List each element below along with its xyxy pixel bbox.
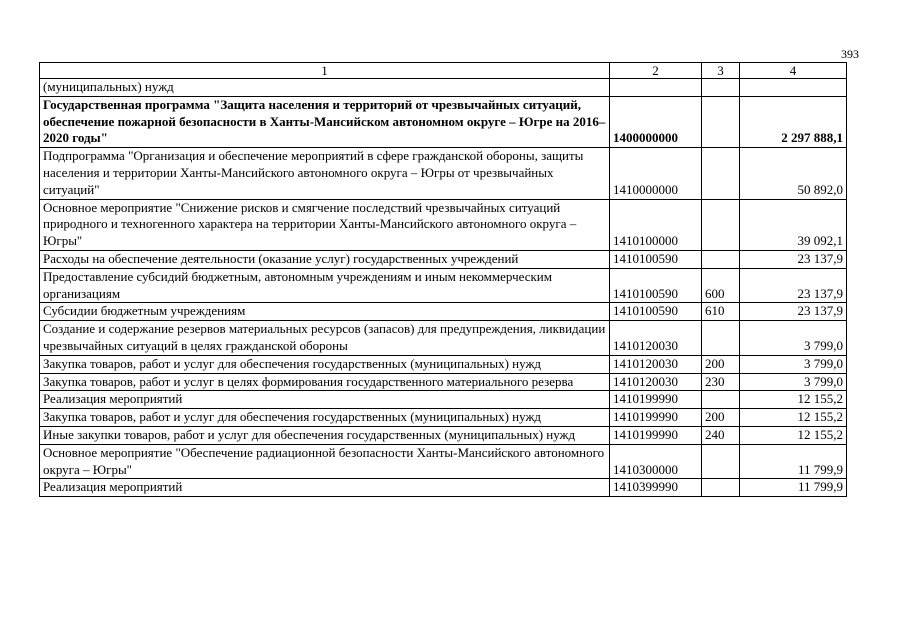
table-row <box>40 373 847 391</box>
row-expense-type <box>702 96 740 147</box>
row-name: Основное мероприятие "Обеспечение радиационной безопасности Ханты-Мансийского автономного округа – Югры" <box>40 444 610 479</box>
row-amount: 3 799,0 <box>740 373 847 391</box>
row-code: 1410199990 <box>610 391 702 409</box>
row-code: 1410300000 <box>610 444 702 479</box>
row-code: 1410199990 <box>610 426 702 444</box>
row-expense-type <box>702 199 740 250</box>
row-name: Основное мероприятие "Снижение рисков и смягчение последствий чрезвычайных ситуаций природного и техногенного характера на территории Ханты-Мансийского автономного округа – Югры" <box>40 199 610 250</box>
row-amount: 11 799,9 <box>740 444 847 479</box>
row-amount: 3 799,0 <box>740 355 847 373</box>
table-body <box>40 79 847 497</box>
row-name: Создание и содержание резервов материальных ресурсов (запасов) для предупреждения, ликвидации чрезвычайных ситуаций в целях гражданской обороны <box>40 321 610 356</box>
table-row <box>40 444 847 479</box>
row-code: 1410100590 <box>610 250 702 268</box>
row-code: 1410120030 <box>610 373 702 391</box>
table-row <box>40 268 847 303</box>
column-header-3: 3 <box>702 63 740 79</box>
budget-table <box>39 62 847 497</box>
table-row <box>40 391 847 409</box>
row-amount: 3 799,0 <box>740 321 847 356</box>
table-header-row <box>40 63 847 79</box>
row-code: 1410100590 <box>610 303 702 321</box>
row-amount: 12 155,2 <box>740 426 847 444</box>
page-number: 393 <box>841 47 859 61</box>
row-amount: 50 892,0 <box>740 148 847 199</box>
row-amount <box>740 79 847 97</box>
table-row <box>40 303 847 321</box>
row-expense-type: 230 <box>702 373 740 391</box>
row-expense-type: 240 <box>702 426 740 444</box>
row-code: 1410120030 <box>610 355 702 373</box>
table-row <box>40 250 847 268</box>
row-name: Реализация мероприятий <box>40 479 610 497</box>
row-expense-type: 200 <box>702 409 740 427</box>
row-amount: 12 155,2 <box>740 391 847 409</box>
row-expense-type <box>702 444 740 479</box>
row-name: Закупка товаров, работ и услуг для обеспечения государственных (муниципальных) нужд <box>40 355 610 373</box>
row-code: 1410100000 <box>610 199 702 250</box>
row-expense-type <box>702 79 740 97</box>
row-expense-type: 600 <box>702 268 740 303</box>
row-amount: 11 799,9 <box>740 479 847 497</box>
row-code: 1410399990 <box>610 479 702 497</box>
row-name: Закупка товаров, работ и услуг для обеспечения государственных (муниципальных) нужд <box>40 409 610 427</box>
row-name: Государственная программа "Защита населения и территорий от чрезвычайных ситуаций, обеспечение пожарной безопасности в Ханты-Мансийском автономном округе – Югре на 2016–2020 годы" <box>40 96 610 147</box>
row-amount: 23 137,9 <box>740 250 847 268</box>
table-row <box>40 426 847 444</box>
row-amount: 39 092,1 <box>740 199 847 250</box>
row-expense-type <box>702 479 740 497</box>
row-name: Закупка товаров, работ и услуг в целях формирования государственного материального резерва <box>40 373 610 391</box>
table-row <box>40 79 847 97</box>
row-expense-type: 200 <box>702 355 740 373</box>
row-name: (муниципальных) нужд <box>40 79 610 97</box>
row-expense-type <box>702 148 740 199</box>
column-header-4: 4 <box>740 63 847 79</box>
column-header-2: 2 <box>610 63 702 79</box>
row-code: 1410100590 <box>610 268 702 303</box>
row-name: Иные закупки товаров, работ и услуг для обеспечения государственных (муниципальных) нужд <box>40 426 610 444</box>
table-row <box>40 355 847 373</box>
row-expense-type <box>702 391 740 409</box>
table-row <box>40 148 847 199</box>
table-row <box>40 479 847 497</box>
row-amount: 23 137,9 <box>740 268 847 303</box>
row-code: 1410000000 <box>610 148 702 199</box>
row-code: 1400000000 <box>610 96 702 147</box>
row-name: Предоставление субсидий бюджетным, автономным учреждениям и иным некоммерческим организациям <box>40 268 610 303</box>
row-amount: 12 155,2 <box>740 409 847 427</box>
column-header-1: 1 <box>40 63 610 79</box>
row-amount: 2 297 888,1 <box>740 96 847 147</box>
row-name: Подпрограмма "Организация и обеспечение мероприятий в сфере гражданской обороны, защиты населения и территории Ханты-Мансийского автономного округа – Югры от чрезвычайных ситуаций" <box>40 148 610 199</box>
row-code: 1410199990 <box>610 409 702 427</box>
table-row <box>40 199 847 250</box>
row-code: 1410120030 <box>610 321 702 356</box>
row-expense-type <box>702 321 740 356</box>
row-expense-type <box>702 250 740 268</box>
row-name: Субсидии бюджетным учреждениям <box>40 303 610 321</box>
table-row <box>40 321 847 356</box>
row-amount: 23 137,9 <box>740 303 847 321</box>
row-name: Реализация мероприятий <box>40 391 610 409</box>
row-name: Расходы на обеспечение деятельности (оказание услуг) государственных учреждений <box>40 250 610 268</box>
table-row <box>40 409 847 427</box>
row-code <box>610 79 702 97</box>
row-expense-type: 610 <box>702 303 740 321</box>
table-row <box>40 96 847 147</box>
